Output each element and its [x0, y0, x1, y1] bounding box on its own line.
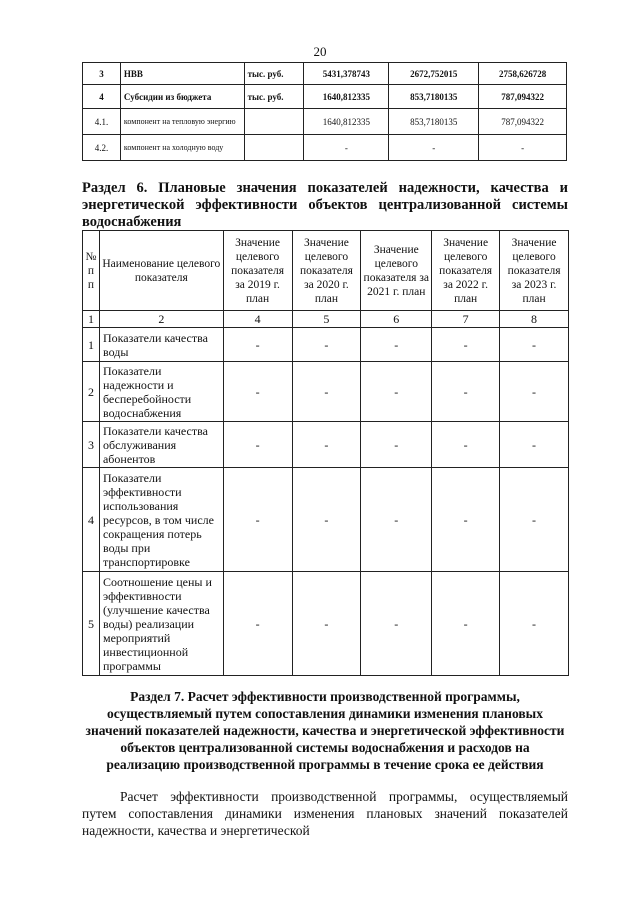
table-row — [83, 135, 567, 161]
section-7-title: Раздел 7. Расчет эффективности производственной программы, осуществляемый путем сопоставления динамики изменения плановых значений показателей надежности, качества и энергетической эффективности объектов централизованной системы водоснабжения и расходов на реализацию производственной программы в течение срока ее действия — [85, 689, 565, 772]
row-value: - — [479, 135, 567, 161]
row-value: 2758,626728 — [479, 63, 567, 85]
row-value: 5431,378743 — [304, 63, 389, 85]
row-value: 853,7180135 — [389, 109, 479, 135]
indicator-name: Показатели эффективности использования ресурсов, в том числе сокращения потерь воды при транспортировке — [99, 468, 223, 572]
column-number: 5 — [292, 311, 361, 328]
indicator-value: - — [292, 362, 361, 422]
header-name: Наименование целевого показателя — [99, 231, 223, 311]
column-number: 6 — [361, 311, 432, 328]
row-unit — [244, 135, 304, 161]
indicator-value: - — [223, 422, 292, 468]
row-value: 1640,812335 — [304, 85, 389, 109]
indicator-value: - — [223, 468, 292, 572]
row-value: - — [389, 135, 479, 161]
indicator-name: Показатели качества обслуживания абонентов — [99, 422, 223, 468]
section-7-body: Расчет эффективности производственной программы, осуществляемый путем сопоставления динамики изменения плановых значений показателей надежности, качества и энергетической — [82, 789, 568, 838]
table-row — [83, 85, 567, 109]
row-value: 787,094322 — [479, 85, 567, 109]
table-row — [83, 328, 569, 362]
row-value: 2672,752015 — [389, 63, 479, 85]
row-name: компонент на холодную воду — [120, 135, 244, 161]
indicator-value: - — [361, 328, 432, 362]
indicator-value: - — [223, 362, 292, 422]
row-value: 1640,812335 — [304, 109, 389, 135]
column-number: 1 — [83, 311, 100, 328]
row-number: 4.1. — [83, 109, 121, 135]
indicator-name: Соотношение цены и эффективности (улучшение качества воды) реализации мероприятий инвестиционной программы — [99, 572, 223, 676]
row-number: 5 — [83, 572, 100, 676]
header-2021: Значение целевого показателя за 2021 г. план — [361, 231, 432, 311]
section-6-title: Раздел 6. Плановые значения показателей надежности, качества и энергетической эффективности объектов централизованной системы водоснабжения — [82, 180, 568, 230]
indicator-value: - — [500, 572, 569, 676]
row-value: 853,7180135 — [389, 85, 479, 109]
row-unit: тыс. руб. — [244, 85, 304, 109]
indicator-value: - — [432, 572, 500, 676]
table-row — [83, 362, 569, 422]
column-number: 7 — [432, 311, 500, 328]
page-number: 20 — [313, 44, 327, 59]
table-header-row — [83, 231, 569, 311]
indicator-value: - — [361, 572, 432, 676]
indicator-value: - — [361, 468, 432, 572]
row-unit: тыс. руб. — [244, 63, 304, 85]
indicator-value: - — [500, 362, 569, 422]
table-row — [83, 109, 567, 135]
table-row — [83, 63, 567, 85]
column-number: 8 — [500, 311, 569, 328]
indicator-value: - — [432, 468, 500, 572]
indicator-value: - — [223, 328, 292, 362]
header-2020: Значение целевого показателя за 2020 г. план — [292, 231, 361, 311]
indicator-value: - — [432, 362, 500, 422]
header-2019: Значение целевого показателя за 2019 г. план — [223, 231, 292, 311]
column-number-row — [83, 311, 569, 328]
budget-table — [82, 62, 567, 161]
row-unit — [244, 109, 304, 135]
row-value: 787,094322 — [479, 109, 567, 135]
row-value: - — [304, 135, 389, 161]
indicator-value: - — [361, 422, 432, 468]
indicator-name: Показатели качества воды — [99, 328, 223, 362]
column-number: 4 — [223, 311, 292, 328]
indicator-name: Показатели надежности и бесперебойности водоснабжения — [99, 362, 223, 422]
indicator-value: - — [292, 328, 361, 362]
column-number: 2 — [99, 311, 223, 328]
indicator-value: - — [292, 572, 361, 676]
table-row — [83, 468, 569, 572]
indicator-value: - — [432, 422, 500, 468]
indicator-value: - — [500, 422, 569, 468]
indicator-value: - — [292, 422, 361, 468]
row-name: компонент на тепловую энергию — [120, 109, 244, 135]
row-number: 4 — [83, 85, 121, 109]
header-num: № п п — [83, 231, 100, 311]
table-row — [83, 422, 569, 468]
row-number: 3 — [83, 63, 121, 85]
indicator-value: - — [500, 328, 569, 362]
row-number: 4.2. — [83, 135, 121, 161]
header-2022: Значение целевого показателя за 2022 г. план — [432, 231, 500, 311]
row-name: Субсидии из бюджета — [120, 85, 244, 109]
indicator-value: - — [432, 328, 500, 362]
row-name: НВВ — [120, 63, 244, 85]
table-row — [83, 572, 569, 676]
indicators-table — [82, 230, 569, 676]
row-number: 4 — [83, 468, 100, 572]
header-2023: Значение целевого показателя за 2023 г. план — [500, 231, 569, 311]
indicator-value: - — [361, 362, 432, 422]
indicator-value: - — [292, 468, 361, 572]
indicator-value: - — [500, 468, 569, 572]
row-number: 2 — [83, 362, 100, 422]
row-number: 3 — [83, 422, 100, 468]
row-number: 1 — [83, 328, 100, 362]
indicator-value: - — [223, 572, 292, 676]
